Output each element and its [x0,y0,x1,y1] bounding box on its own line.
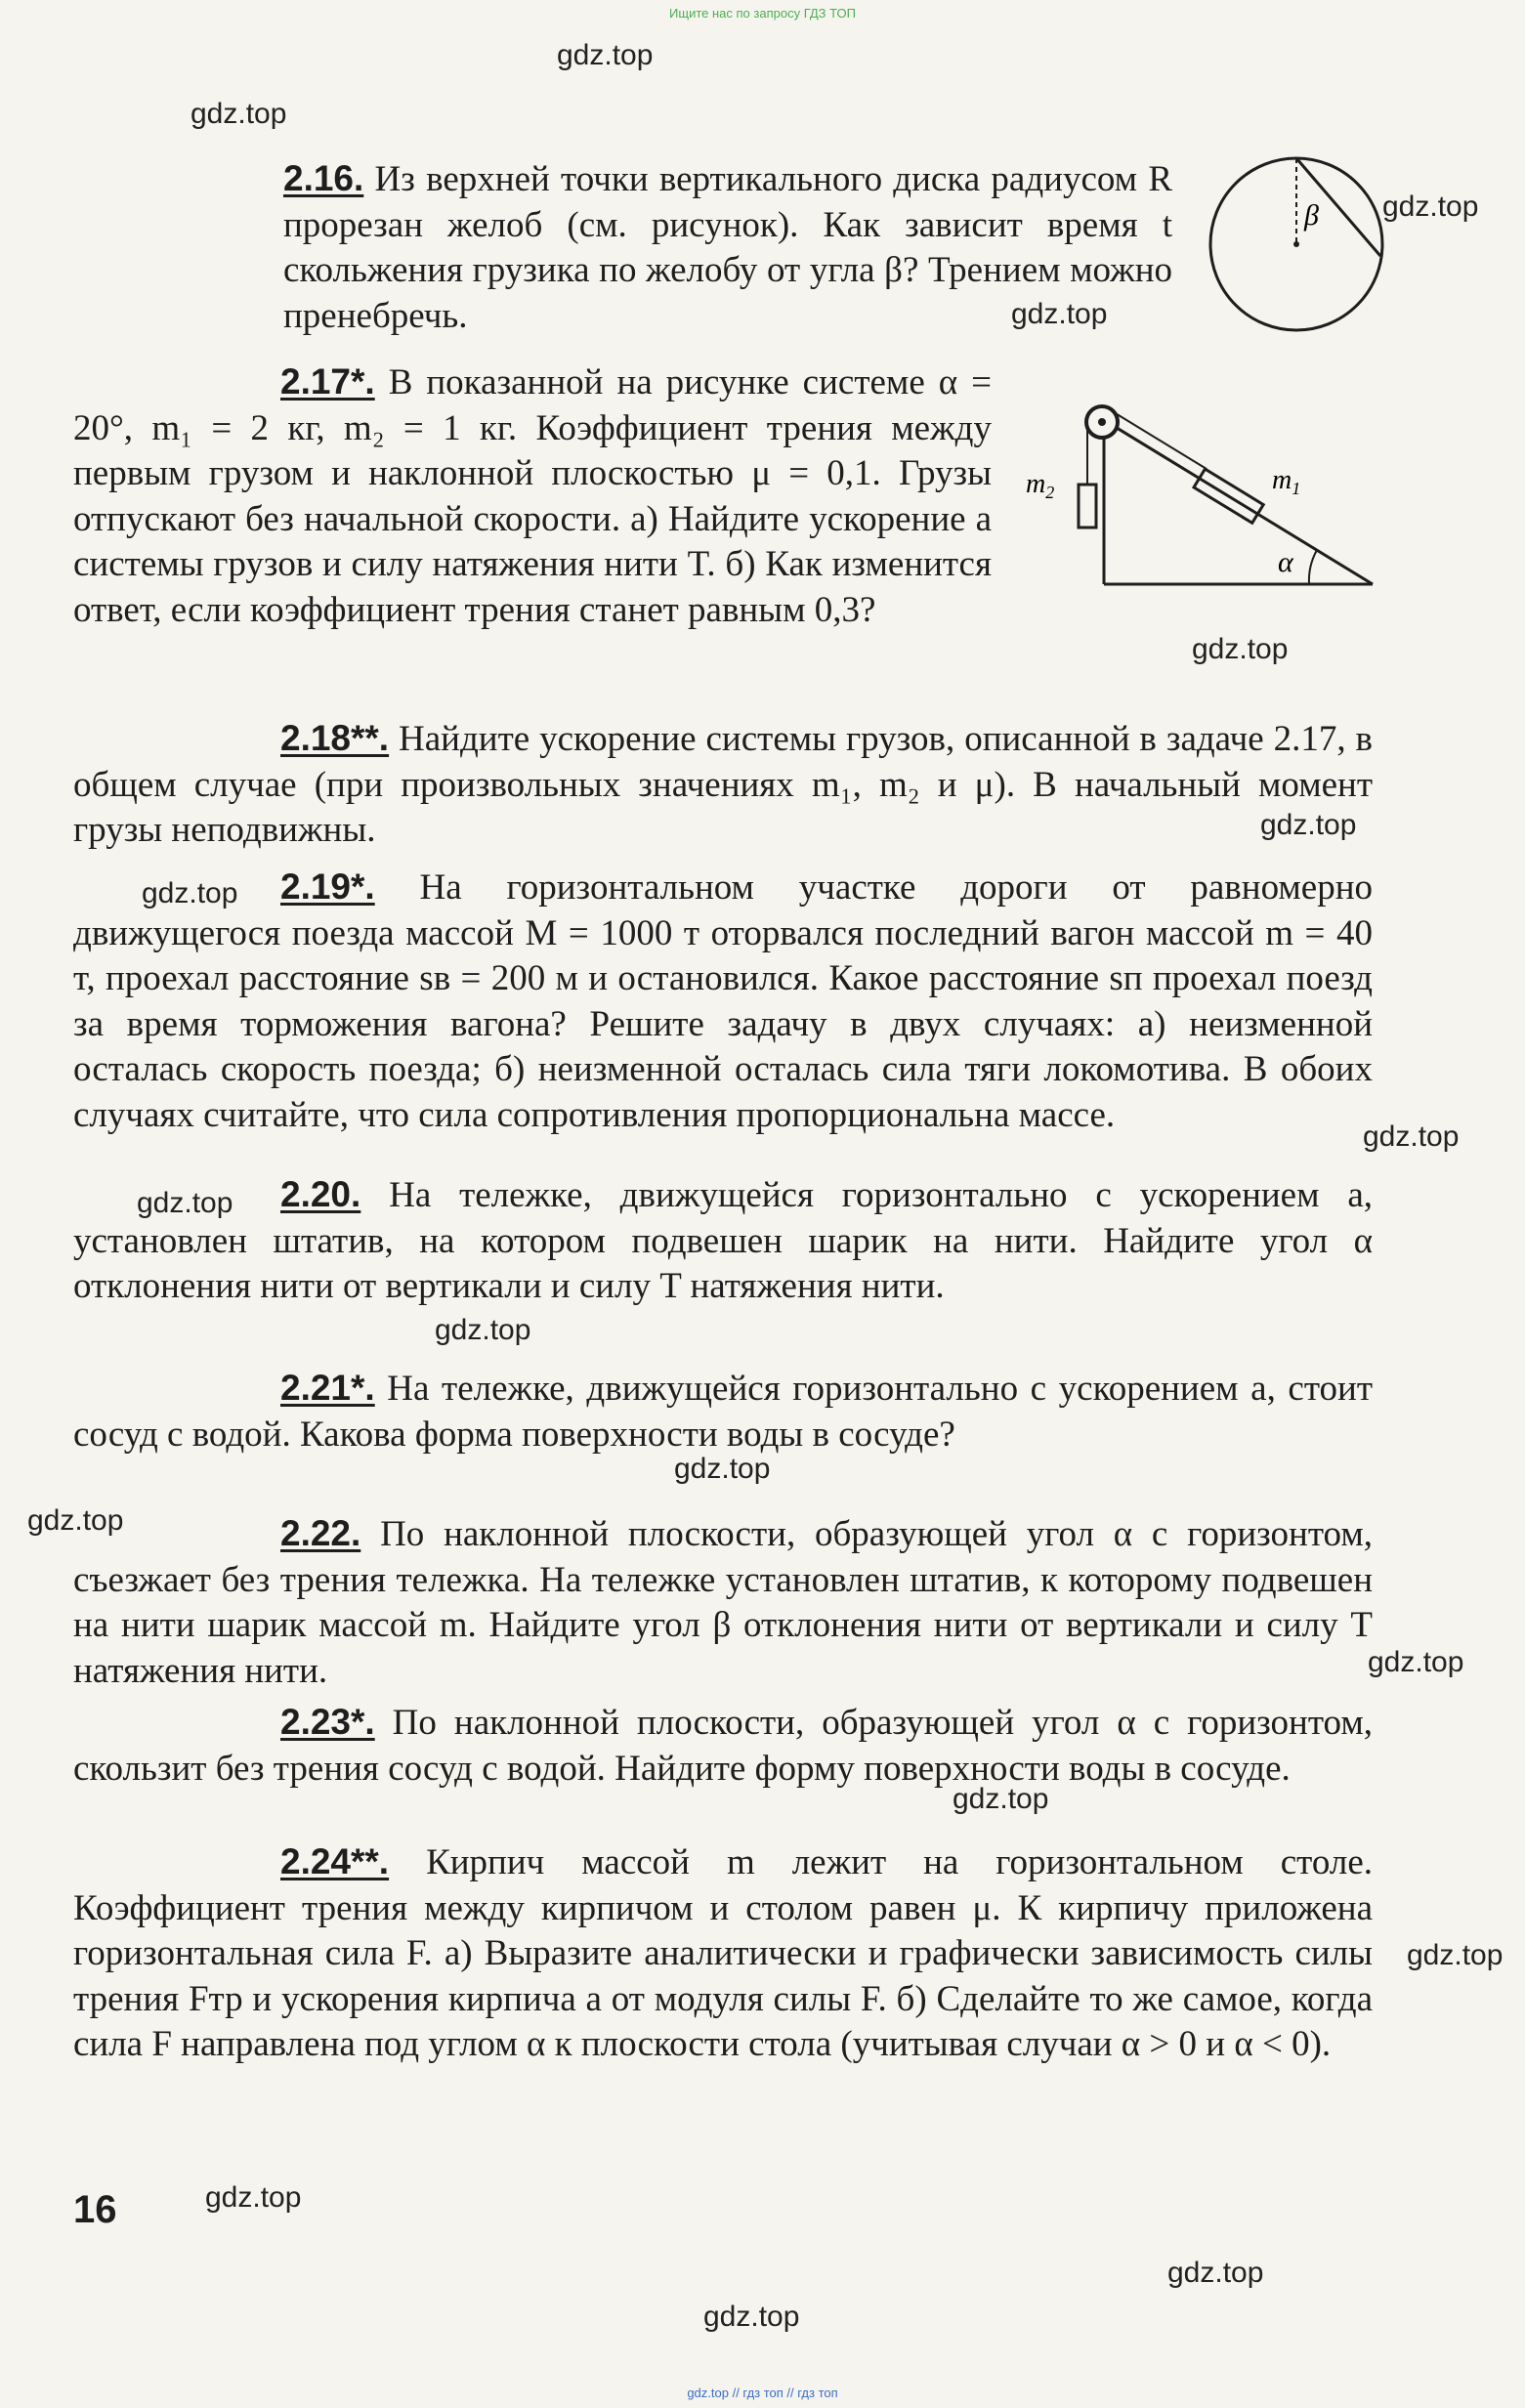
problem-text: По наклонной плоскости, образующей угол α с горизонтом, скользит без трения сосуд с водой. Найдите форму поверхности воды в сосуде. [73,1703,1373,1789]
problem-number: 2.18**. [280,718,390,758]
m1-label: $m_1$ [1272,465,1301,498]
problem-2-22 [73,1511,1373,1694]
disk-center [1293,241,1299,247]
watermark: gdz.top [1363,1120,1460,1153]
beta-label: β [1304,199,1319,232]
watermark: gdz.top [1167,2257,1264,2289]
problem-text: На тележке, движущейся горизонтально с ускорением a, стоит сосуд с водой. Какова форма поверхности воды в сосуде? [73,1369,1373,1455]
page-number: 16 [73,2188,117,2231]
problem-number: 2.22. [280,1513,361,1553]
watermark: gdz.top [191,98,287,130]
watermark: gdz.top [1382,190,1479,223]
problem-2-21 [73,1366,1373,1457]
top-banner[interactable]: Ищите нас по запросу ГДЗ ТОП [669,6,856,21]
mass-2-block [1079,485,1096,528]
problem-2-17 [73,359,992,633]
problem-text: По наклонной плоскости, образующей угол α с горизонтом, съезжает без трения тележка. На тележке установлен штатив, к которому подвешен на нити шарик массой m. Найдите угол β отклонения нити от вертикали и силу T натяжения нити. [73,1514,1373,1691]
watermark: gdz.top [1011,298,1108,330]
watermark: gdz.top [557,39,654,71]
problem-text: Из верхней точки вертикального диска радиусом R прорезан желоб (см. рисунок). Как зависит время t скольжения грузика по желобу от угла β? Трением можно пренебречь. [283,159,1172,336]
watermark: gdz.top [205,2181,302,2214]
problem-number: 2.19*. [280,866,375,907]
disk-figure [1207,147,1387,342]
watermark: gdz.top [1260,809,1357,841]
problem-number: 2.21*. [280,1368,375,1408]
problem-text: В показанной на рисунке системе α = 20°, m₁ = 2 кг, m₂ = 1 кг. Коэффициент трения между первым грузом и наклонной плоскостью μ = 0,1. Грузы отпускают без начальной скорости. а) Найдите ускорение a системы грузов и силу натяжения нити T. б) Как изменится ответ, если коэффициент трения станет равным 0,3? [73,362,992,630]
watermark: gdz.top [1407,1939,1504,1971]
pulley-axis [1098,418,1106,426]
alpha-arc [1309,550,1317,584]
bottom-footer[interactable]: gdz.top // гдз топ // гдз топ [687,2386,838,2400]
watermark: gdz.top [1192,633,1289,665]
problem-2-23 [73,1700,1373,1792]
m2-label: $m_2$ [1026,469,1055,502]
problem-2-18 [73,716,1373,854]
problem-number: 2.24**. [280,1841,390,1881]
problem-text: На горизонтальном участке дороги от равномерно движущегося поезда массой M = 1000 т оторвался последний вагон массой m = 40 т, проехал расстояние sв = 200 м и остановился. Какое расстояние sп проехал поезд за время торможения вагона? Решите задачу в двух случаях: а) неизменной осталась скорость поезда; б) неизменной осталась сила тяги локомотива. В обоих случаях считайте, что сила сопротивления пропорциональна массе. [73,867,1373,1135]
problem-number: 2.16. [283,158,364,198]
problem-2-20 [73,1172,1373,1310]
problem-2-19 [73,865,1373,1138]
string-incline [1114,412,1207,469]
alpha-label: α [1278,546,1293,578]
problem-number: 2.17*. [280,361,375,401]
problem-text: Кирпич массой m лежит на горизонтальном столе. Коэффициент трения между кирпичом и столом равен μ. К кирпичу приложена горизонтальная сила F. а) Выразите аналитически и графически зависимость силы трения Fтр и ускорения кирпича a от модуля силы F. б) Сделайте то же самое, когда сила F направлена под углом α к плоскости стола (учитывая случаи α > 0 и α < 0). [73,1842,1373,2064]
watermark: gdz.top [142,877,238,909]
problem-2-24 [73,1839,1373,2068]
problem-number: 2.23*. [280,1702,375,1742]
problem-text: Найдите ускорение системы грузов, описанной в задаче 2.17, в общем случае (при произвольных значениях m₁, m₂ и μ). В начальный момент грузы неподвижны. [73,719,1373,850]
problem-number: 2.20. [280,1174,361,1214]
watermark: gdz.top [1368,1646,1464,1678]
watermark: gdz.top [435,1314,531,1346]
watermark: gdz.top [27,1504,124,1537]
incline-figure [1016,391,1387,596]
watermark: gdz.top [674,1453,771,1485]
problem-text: На тележке, движущейся горизонтально с ускорением a, установлен штатив, на котором подвешен шарик на нити. Найдите угол α отклонения нити от вертикали и силу T натяжения нити. [73,1175,1373,1306]
watermark: gdz.top [703,2301,800,2333]
watermark: gdz.top [953,1783,1049,1815]
incline-surface [1104,420,1373,584]
watermark: gdz.top [137,1187,233,1219]
